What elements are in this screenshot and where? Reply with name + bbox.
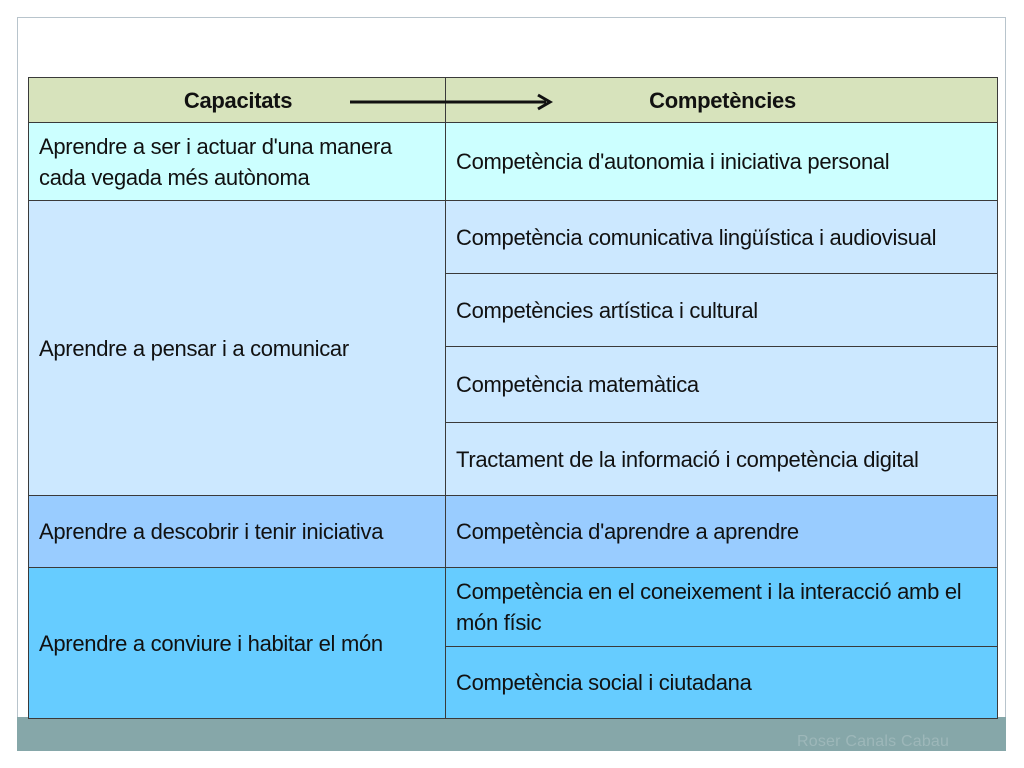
- capacitat-cell: Aprendre a ser i actuar d'una manera cada vegada més autònoma: [29, 123, 446, 201]
- capacitat-cell: Aprendre a pensar i a comunicar: [29, 201, 446, 496]
- arrow-icon: [350, 92, 560, 112]
- competencia-cell: Tractament de la informació i competència digital: [446, 423, 998, 496]
- competencies-table: [28, 77, 998, 719]
- capacitat-cell: Aprendre a descobrir i tenir iniciativa: [29, 496, 446, 568]
- competencia-cell: Competència d'aprendre a aprendre: [446, 496, 998, 568]
- table-row: [29, 123, 998, 201]
- competencia-cell: Competència d'autonomia i iniciativa personal: [446, 123, 998, 201]
- competencia-cell: Competència social i ciutadana: [446, 647, 998, 719]
- capacitat-cell: Aprendre a conviure i habitar el món: [29, 568, 446, 719]
- header-competencies: Competències: [446, 78, 998, 123]
- competencia-cell: Competència matemàtica: [446, 347, 998, 423]
- competencia-cell: Competència comunicativa lingüística i audiovisual: [446, 201, 998, 274]
- table-row: [29, 201, 998, 274]
- footer-author: Roser Canals Cabau: [797, 733, 950, 750]
- table-row: [29, 568, 998, 647]
- header-capacitats: Capacitats: [29, 78, 446, 123]
- table-row: [29, 496, 998, 568]
- competencia-cell: Competències artística i cultural: [446, 274, 998, 347]
- competencia-cell: Competència en el coneixement i la interacció amb el món físic: [446, 568, 998, 647]
